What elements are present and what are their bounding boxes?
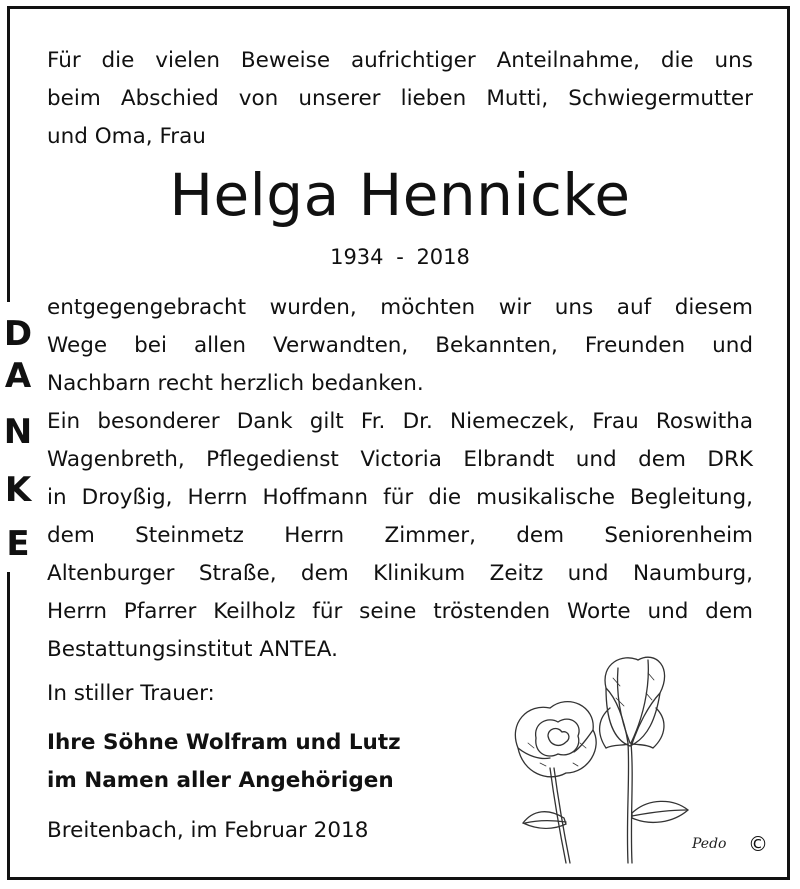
signers bbox=[47, 724, 401, 800]
danke-letter: E bbox=[6, 524, 30, 564]
thanks-line: Nachbarn recht herzlich bedanken. bbox=[47, 371, 424, 396]
intro-line: und Oma, Frau bbox=[47, 124, 206, 149]
intro-line: beim Abschied von unserer lieben Mutti, Schwiegermutter bbox=[47, 86, 753, 111]
thanks-text bbox=[47, 289, 753, 403]
deceased-name: Helga Hennicke bbox=[169, 161, 631, 229]
special-thanks-line: Bestattungsinstitut ANTEA. bbox=[47, 637, 338, 662]
life-dates: 1934 - 2018 bbox=[330, 245, 470, 269]
intro-text bbox=[47, 42, 753, 156]
special-thanks-line: Wagenbreth, Pflegedienst Victoria Elbrandt und dem DRK bbox=[47, 447, 753, 472]
danke-vertical-label bbox=[0, 302, 36, 572]
thanks-line: entgegengebracht wurden, möchten wir uns auf diesem bbox=[47, 295, 753, 320]
danke-letter: D bbox=[3, 314, 33, 354]
special-thanks-line: Altenburger Straße, dem Klinikum Zeitz und Naumburg, bbox=[47, 561, 753, 586]
danke-letter: N bbox=[3, 412, 33, 452]
signer-line: im Namen aller Angehörigen bbox=[47, 768, 394, 793]
danke-letter: K bbox=[4, 470, 32, 510]
thanks-line: Wege bei allen Verwandten, Bekannten, Freunden und bbox=[47, 333, 753, 358]
special-thanks-line: in Droyßig, Herrn Hoffmann für die musikalische Begleitung, bbox=[47, 485, 753, 510]
rose-drawing bbox=[488, 648, 698, 868]
mourning-label: In stiller Trauer: bbox=[47, 681, 215, 706]
special-thanks-line: Ein besonderer Dank gilt Fr. Dr. Niemeczek, Frau Roswitha bbox=[47, 409, 753, 434]
special-thanks-line: Herrn Pfarrer Keilholz für seine tröstenden Worte und dem bbox=[47, 599, 753, 624]
danke-letter: A bbox=[4, 356, 32, 396]
copyright-symbol: © bbox=[748, 832, 768, 856]
intro-line: Für die vielen Beweise aufrichtiger Anteilnahme, die uns bbox=[47, 48, 753, 73]
special-thanks-text bbox=[47, 403, 753, 669]
artist-signature: Pedo bbox=[692, 836, 727, 852]
signer-line: Ihre Söhne Wolfram und Lutz bbox=[47, 730, 401, 755]
special-thanks-line: dem Steinmetz Herrn Zimmer, dem Seniorenheim bbox=[47, 523, 753, 548]
place-date: Breitenbach, im Februar 2018 bbox=[47, 818, 369, 843]
